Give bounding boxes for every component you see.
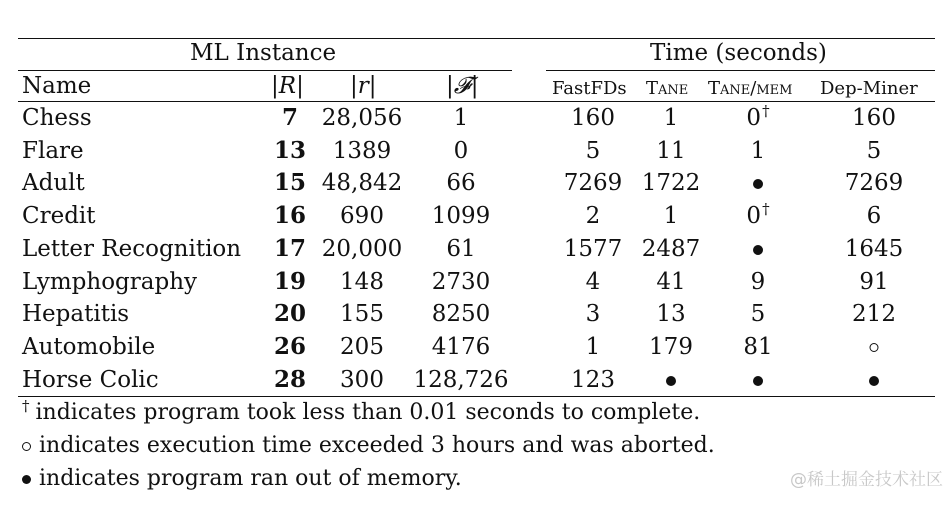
cell-tane <box>664 202 679 230</box>
footnote-open-text: indicates execution time exceeded 3 hours and was aborted. <box>39 433 715 458</box>
cell-fastfds <box>586 268 601 296</box>
cell-tane <box>642 235 701 263</box>
cell-value: 128,726 <box>413 366 509 393</box>
cell-value: 2730 <box>431 268 491 295</box>
cell-r <box>340 333 384 361</box>
cell-tane <box>656 268 685 296</box>
filled-circle-icon <box>753 245 763 255</box>
cell-value: Lymphography <box>22 268 198 295</box>
cell-value: 5 <box>866 137 882 164</box>
cell-value: 16 <box>273 202 307 230</box>
cell-value: 8250 <box>431 301 491 328</box>
cell-tanemem <box>753 366 763 394</box>
cell-name <box>22 333 155 361</box>
cell-tanemem <box>751 137 766 165</box>
col-header-tanemem: Tane/mem <box>708 78 793 99</box>
cell-value: Chess <box>22 105 92 131</box>
footnote-dagger-text: indicates program took less than 0.01 seconds to complete. <box>35 400 701 425</box>
cell-r <box>333 137 392 165</box>
cell-F <box>454 104 469 132</box>
cell-value: 61 <box>446 235 476 262</box>
cell-value: 17 <box>273 234 307 262</box>
cell-F <box>432 300 491 328</box>
cell-name <box>22 137 84 165</box>
cell-value: Automobile <box>22 333 156 360</box>
cell-value: 155 <box>340 301 384 328</box>
header-rule <box>18 101 935 102</box>
cell-R <box>274 235 306 263</box>
cell-tanemem <box>746 104 769 132</box>
cell-depminer <box>845 169 904 197</box>
cell-value: 20,000 <box>321 235 403 262</box>
cell-value: 41 <box>656 268 686 295</box>
cell-name <box>22 202 96 230</box>
cell-tane <box>642 169 701 197</box>
cell-depminer <box>867 137 882 165</box>
cell-tanemem <box>746 202 769 230</box>
cell-R <box>274 169 306 197</box>
cell-fastfds <box>586 202 601 230</box>
cell-F <box>446 169 475 197</box>
cell-value: 7 <box>281 104 299 131</box>
cell-value: 148 <box>340 268 384 295</box>
col-header-fastfds: FastFDs <box>552 78 627 99</box>
footnote-dagger <box>22 396 701 427</box>
cell-name <box>22 169 85 197</box>
col-header-F: |𝓕| <box>446 73 479 99</box>
cell-value: 1 <box>750 137 766 164</box>
cell-value: 20 <box>273 300 307 328</box>
cell-name <box>22 268 197 296</box>
dagger-symbol: † <box>762 102 770 121</box>
footnote-open-circle <box>22 432 715 460</box>
cell-R <box>274 333 306 361</box>
cell-fastfds <box>571 104 615 132</box>
cell-R <box>282 104 298 132</box>
cell-R <box>274 137 306 165</box>
cell-R <box>274 202 306 230</box>
cell-F <box>446 235 475 263</box>
cell-fastfds <box>571 366 615 394</box>
footnote-filled-text: indicates program ran out of memory. <box>39 466 462 491</box>
cell-R <box>274 366 306 394</box>
cell-F <box>432 268 491 296</box>
cell-depminer <box>859 268 888 296</box>
cell-value: Flare <box>22 137 84 164</box>
cell-value: 1 <box>663 203 679 230</box>
cell-value: 11 <box>656 137 686 164</box>
filled-circle-icon <box>869 376 879 386</box>
cell-value: 48,842 <box>321 170 403 197</box>
cell-tane <box>656 300 685 328</box>
cell-depminer <box>867 202 882 230</box>
col-header-name: Name <box>22 73 92 99</box>
cell-value: 1389 <box>332 137 392 164</box>
cell-fastfds <box>564 169 623 197</box>
cell-value: 123 <box>571 366 615 393</box>
cell-name <box>22 104 92 132</box>
cell-value: 205 <box>340 333 384 360</box>
col-header-r: |r| <box>350 73 377 99</box>
cell-value: Letter Recognition <box>22 235 242 262</box>
cell-value: 81 <box>743 333 773 360</box>
cell-tanemem <box>753 169 763 197</box>
cell-r <box>340 300 384 328</box>
cell-r <box>322 169 402 197</box>
cell-value: 0 <box>453 137 469 164</box>
open-circle-icon <box>870 343 879 352</box>
cell-value: 2 <box>585 203 601 230</box>
cell-value: 1099 <box>431 203 491 230</box>
cell-value: 7269 <box>844 170 904 197</box>
cell-value: 1645 <box>844 235 904 262</box>
cell-value: 26 <box>273 332 307 360</box>
cell-value: 91 <box>859 268 889 295</box>
cell-fastfds <box>586 137 601 165</box>
cell-F <box>432 202 491 230</box>
group-title-time: Time (seconds) <box>650 40 827 66</box>
cell-r <box>340 268 384 296</box>
cell-fastfds <box>586 333 601 361</box>
filled-circle-icon <box>22 475 31 484</box>
cell-value: 179 <box>649 333 693 360</box>
col-header-tane: Tane <box>646 78 689 99</box>
cell-fastfds <box>564 235 623 263</box>
cell-value: 9 <box>750 268 766 295</box>
cell-value: 160 <box>571 105 615 131</box>
col-header-depminer: Dep-Miner <box>820 78 918 99</box>
cell-F <box>432 333 491 361</box>
filled-circle-icon <box>753 376 763 386</box>
cell-value: 15 <box>273 169 307 197</box>
cell-tane <box>666 366 676 394</box>
bottom-rule <box>18 396 935 397</box>
cell-value: Horse Colic <box>22 366 159 393</box>
cell-tane <box>656 137 685 165</box>
group-rule-right <box>546 70 935 71</box>
cell-value: 13 <box>273 136 307 164</box>
cell-F <box>413 366 508 394</box>
cell-value: 1 <box>663 105 679 131</box>
cell-r <box>340 202 384 230</box>
cell-name <box>22 235 241 263</box>
cell-value: 1577 <box>563 235 623 262</box>
cell-tanemem <box>743 333 772 361</box>
cell-value: 690 <box>340 203 384 230</box>
cell-value: 300 <box>340 366 384 393</box>
footnote-filled-circle <box>22 465 462 493</box>
cell-value: 13 <box>656 301 686 328</box>
cell-value: 19 <box>273 267 307 295</box>
watermark: @稀土掘金技术社区 <box>790 470 943 490</box>
filled-circle-icon <box>753 179 763 189</box>
group-title-ml-instance: ML Instance <box>190 40 337 66</box>
cell-value: 0 <box>746 105 762 131</box>
cell-value: 212 <box>852 301 896 328</box>
cell-tanemem <box>751 268 766 296</box>
cell-value: 3 <box>585 301 601 328</box>
cell-value: 4 <box>585 268 601 295</box>
open-circle-icon <box>22 442 31 451</box>
cell-r <box>322 104 402 132</box>
cell-value: 6 <box>866 203 882 230</box>
cell-value: 2487 <box>641 235 701 262</box>
cell-value: 1722 <box>641 170 701 197</box>
cell-value: 5 <box>585 137 601 164</box>
cell-value: 0 <box>746 203 762 230</box>
cell-value: 160 <box>852 105 896 131</box>
cell-r <box>340 366 384 394</box>
cell-tane <box>664 104 679 132</box>
cell-value: 1 <box>453 105 469 131</box>
cell-depminer <box>852 300 896 328</box>
cell-name <box>22 366 159 394</box>
cell-F <box>454 137 469 165</box>
cell-value: 5 <box>750 301 766 328</box>
cell-tane <box>649 333 693 361</box>
cell-value: 1 <box>585 333 601 360</box>
cell-value: Credit <box>22 203 96 230</box>
cell-value: Hepatitis <box>22 301 130 328</box>
cell-value: 4176 <box>431 333 491 360</box>
cell-depminer <box>869 366 879 394</box>
cell-depminer <box>870 333 879 361</box>
cell-value: 7269 <box>563 170 623 197</box>
dagger-symbol: † <box>762 200 770 219</box>
dagger-symbol: † <box>22 396 30 415</box>
cell-tanemem <box>751 300 766 328</box>
cell-r <box>322 235 402 263</box>
group-rule-left <box>18 70 512 71</box>
cell-value: 66 <box>446 170 476 197</box>
cell-depminer <box>852 104 896 132</box>
cell-name <box>22 300 129 328</box>
cell-fastfds <box>586 300 601 328</box>
col-header-R: |R| <box>271 73 304 99</box>
cell-value: 28 <box>273 365 307 393</box>
cell-tanemem <box>753 235 763 263</box>
cell-R <box>274 268 306 296</box>
cell-depminer <box>845 235 904 263</box>
cell-value: Adult <box>22 170 85 197</box>
cell-value: 28,056 <box>321 105 403 131</box>
filled-circle-icon <box>666 376 676 386</box>
cell-R <box>274 300 306 328</box>
